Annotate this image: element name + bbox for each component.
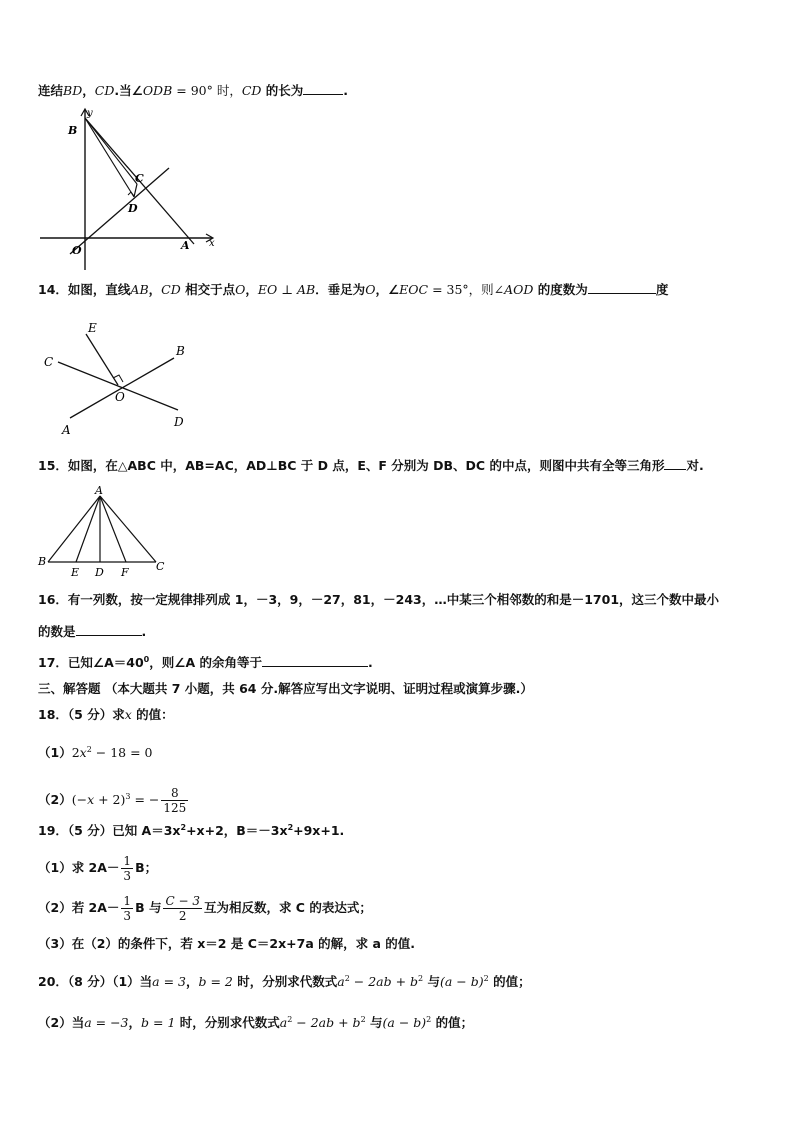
q13-answer-blank[interactable]: [303, 82, 343, 95]
q17-answer-blank[interactable]: [262, 654, 368, 667]
q16-line2: 的数是 .: [38, 624, 147, 639]
q15-figure: [36, 484, 172, 580]
q13-label-C: C: [135, 172, 144, 185]
q14-label-O: O: [115, 390, 125, 404]
q19-fraction-1: $\frac{1}{3}$: [123, 854, 132, 883]
q15-label-E: E: [71, 566, 80, 579]
q14-figure: [38, 318, 198, 438]
q18-part2: $(2)(-x + 2)^3$ = − $\frac{8}{125}$: [38, 786, 187, 815]
q13-label-A: A: [181, 239, 190, 252]
q15-label-D: D: [95, 566, 104, 579]
section-heading: 三、解答题 （本大题共 7 小题，共 64 分.解答应写出文字说明、证明过程或演算步骤.）: [38, 681, 533, 696]
q13-label-B: B: [68, 124, 78, 137]
q13-label-O: O: [72, 244, 82, 257]
q13-label-D: D: [128, 202, 138, 215]
q20-part1: 20．（8 分）（1）当a = 3，b = 2 时，分别求代数式$a^2 - 2ab + b^2$ 与$(a - b)^2$ 的值；: [38, 974, 531, 989]
q19-fraction-3: $\frac{C - 3}{2}$: [165, 894, 200, 923]
q15-label-B: B: [38, 555, 47, 568]
q16-line1: 16．有一列数，按一定规律排列成 1，－3，9，－27，81，－243，…中某三个相邻数的和是－1701，这三个数中最小: [38, 592, 720, 607]
q14-label-C: C: [44, 355, 54, 369]
q15-label-A: A: [95, 484, 103, 497]
q18-fraction: $\frac{8}{125}$: [163, 786, 187, 815]
q15-label-F: F: [121, 566, 129, 579]
q16-answer-blank[interactable]: [76, 623, 142, 636]
q14-label-D: D: [174, 415, 184, 429]
q15-label-C: C: [156, 560, 165, 573]
q13-label-x: x: [209, 238, 215, 249]
q13-label-y: y: [87, 108, 93, 119]
q19-part1: （1）求 2A－ $\frac{1}{3}$ B；: [38, 854, 158, 883]
q14-label-B: B: [176, 344, 185, 358]
q18-part1: $(1)2x^2 - 18 = 0$: [38, 745, 153, 760]
q19-part3: （3）在（2）的条件下，若 x＝2 是 C＝2x+7a 的解，求 a 的值.: [38, 936, 415, 951]
q13-figure: [36, 104, 226, 274]
q14-text: 14．如图，直线AB，CD 相交于点O，EO ⊥ AB．垂足为O，∠EOC = 35°，则∠AOD 的度数为 度: [38, 282, 669, 297]
q20-part2: （2）当a = −3，b = 1 时，分别求代数式$a^2 - 2ab + b^2$ 与$(a - b)^2$ 的值；: [38, 1015, 474, 1030]
q15-text: 15．如图，在△ABC 中，AB=AC，AD⊥BC 于 D 点，E、F 分别为 DB、DC 的中点，则图中共有全等三角形 对.: [38, 458, 704, 473]
q19-text: 19．（5 分）已知 $A=3x^2+x+2$，$B=-3x^2+9x+1$.: [38, 823, 345, 838]
q18-text: 18．（5 分）求x 的值：: [38, 707, 174, 722]
q15-answer-blank[interactable]: [664, 457, 686, 470]
q17-text: 17．已知$\angle A=40^0$，则∠A 的余角等于 .: [38, 655, 373, 670]
q14-label-E: E: [88, 321, 97, 335]
q14-label-A: A: [62, 423, 71, 437]
q19-fraction-2: $\frac{1}{3}$: [123, 894, 132, 923]
q19-part2: （2）若 2A－ $\frac{1}{3}$ B 与 $\frac{C - 3}{2}$ 互为相反数，求 C 的表达式；: [38, 894, 372, 923]
q14-answer-blank[interactable]: [588, 281, 656, 294]
q13-text: 连结BD，CD.当∠ODB = 90° 时，CD 的长为 .: [38, 83, 349, 98]
